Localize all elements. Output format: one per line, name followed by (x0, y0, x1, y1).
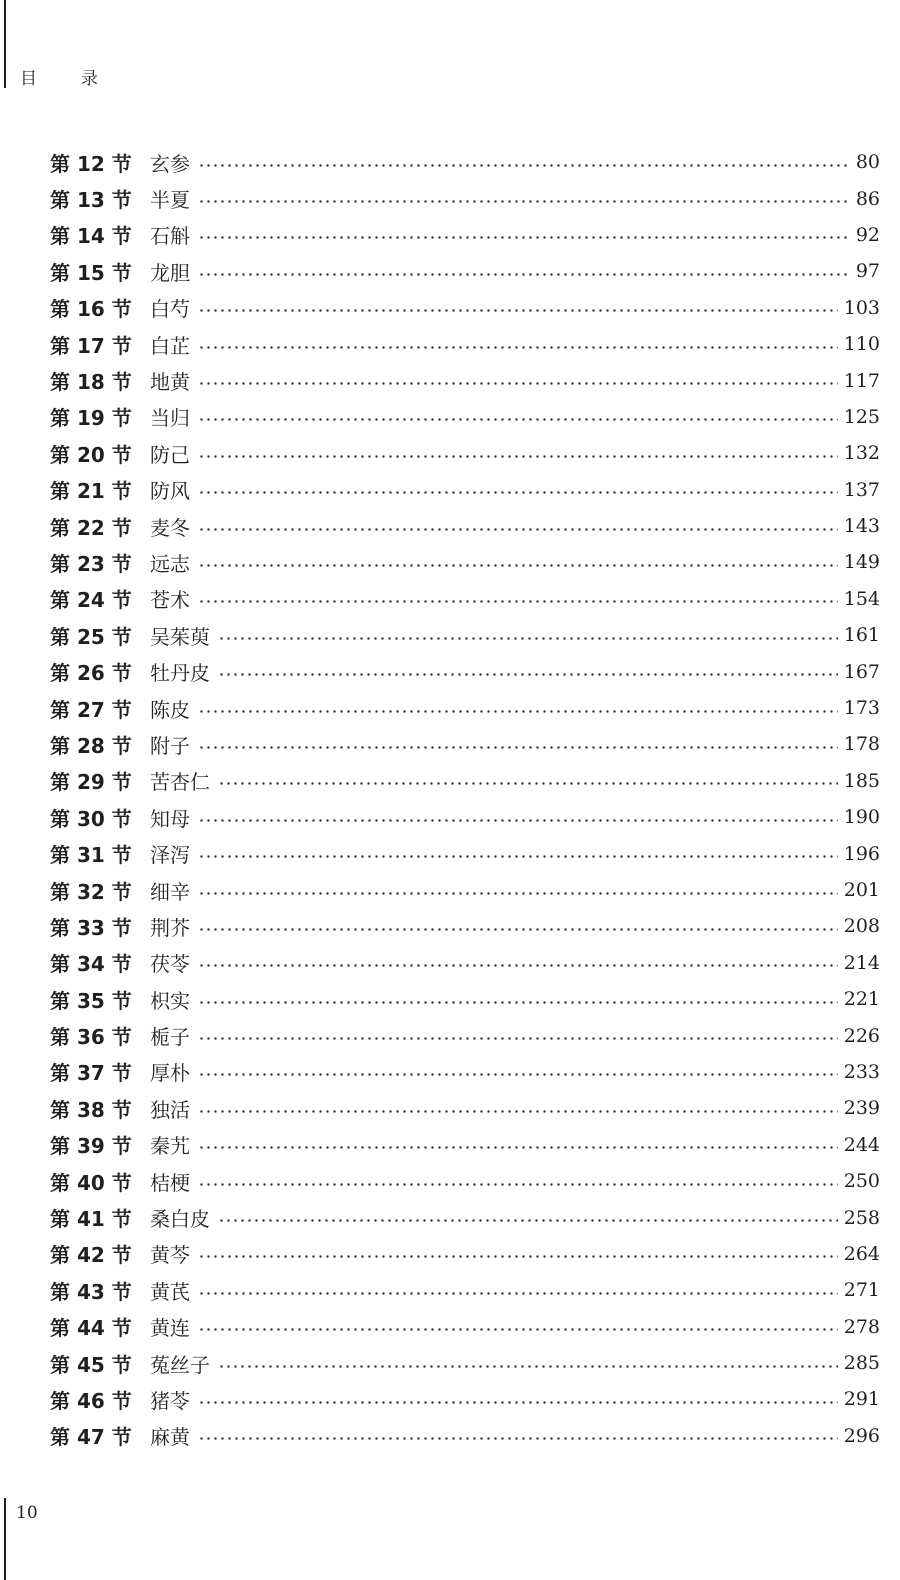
toc-page-number: 92 (855, 223, 880, 246)
toc-leader-dots (198, 164, 850, 167)
toc-section-number: 第 20 节 (50, 442, 132, 467)
toc-section-title: 吴茱萸 (150, 624, 210, 649)
toc-section-number: 第 24 节 (50, 588, 132, 613)
page-number: 10 (16, 1503, 38, 1523)
toc-section-number: 第 25 节 (50, 624, 132, 649)
toc-section-title: 苦杏仁 (150, 770, 210, 795)
toc-section-title: 独活 (150, 1097, 190, 1122)
toc-entry[interactable] (50, 1017, 880, 1053)
toc-leader-dots (198, 1110, 838, 1113)
toc-leader-dots (198, 746, 838, 749)
toc-section-title: 麻黄 (150, 1425, 190, 1450)
toc-section-title: 栀子 (150, 1025, 190, 1050)
toc-entry[interactable] (50, 180, 880, 216)
toc-entry[interactable] (50, 908, 880, 944)
running-head-left: 目 (20, 69, 37, 89)
toc-section-title: 防己 (150, 442, 190, 467)
toc-leader-dots (218, 1365, 838, 1368)
toc-section-title: 桔梗 (150, 1170, 190, 1195)
toc-leader-dots (198, 455, 838, 458)
toc-section-title: 牡丹皮 (150, 661, 210, 686)
toc-leader-dots (198, 1437, 838, 1440)
toc-section-number: 第 30 节 (50, 806, 132, 831)
toc-page-number: 173 (843, 697, 880, 720)
toc-leader-dots (198, 273, 850, 276)
toc-section-number: 第 36 节 (50, 1025, 132, 1050)
toc-section-number: 第 45 节 (50, 1352, 132, 1377)
toc-section-number: 第 33 节 (50, 915, 132, 940)
toc-section-number: 第 29 节 (50, 770, 132, 795)
toc-entry[interactable] (50, 1054, 880, 1090)
toc-page-number: 264 (843, 1242, 880, 1265)
running-head-right: 录 (81, 69, 98, 89)
toc-section-title: 防风 (150, 479, 190, 504)
toc-entry[interactable] (50, 799, 880, 835)
toc-page-number: 185 (843, 769, 880, 792)
toc-page-number: 80 (855, 151, 880, 174)
toc-leader-dots (198, 600, 838, 603)
toc-entry[interactable] (50, 217, 880, 253)
toc-leader-dots (198, 1401, 838, 1404)
toc-entry[interactable] (50, 362, 880, 398)
toc-section-title: 黄芪 (150, 1279, 190, 1304)
toc-section-number: 第 19 节 (50, 406, 132, 431)
toc-entry[interactable] (50, 1381, 880, 1417)
toc-leader-dots (198, 1255, 838, 1258)
toc-section-title: 地黄 (150, 370, 190, 395)
toc-page-number: 233 (843, 1060, 880, 1083)
toc-entry[interactable] (50, 1418, 880, 1454)
toc-leader-dots (198, 1037, 838, 1040)
toc-page-number: 132 (843, 442, 880, 465)
toc-entry[interactable] (50, 872, 880, 908)
toc-section-title: 黄连 (150, 1316, 190, 1341)
toc-section-title: 附子 (150, 733, 190, 758)
toc-section-number: 第 27 节 (50, 697, 132, 722)
toc-section-title: 厚朴 (150, 1061, 190, 1086)
toc-page-number: 117 (843, 369, 880, 392)
toc-entry[interactable] (50, 544, 880, 580)
toc-page-number: 226 (843, 1024, 880, 1047)
toc-page-number: 149 (843, 551, 880, 574)
toc-section-title: 秦艽 (150, 1134, 190, 1159)
toc-section-title: 远志 (150, 551, 190, 576)
toc-section-number: 第 46 节 (50, 1388, 132, 1413)
toc-entry[interactable] (50, 435, 880, 471)
toc-entry[interactable] (50, 1199, 880, 1235)
toc-section-title: 半夏 (150, 188, 190, 213)
toc-page-number: 86 (855, 187, 880, 210)
toc-page-number: 278 (843, 1315, 880, 1338)
toc-section-number: 第 44 节 (50, 1316, 132, 1341)
toc-section-title: 桑白皮 (150, 1207, 210, 1232)
toc-page-number: 258 (843, 1206, 880, 1229)
toc-entry[interactable] (50, 472, 880, 508)
toc-section-number: 第 39 节 (50, 1134, 132, 1159)
toc-leader-dots (198, 491, 838, 494)
toc-page-number: 110 (843, 333, 880, 356)
toc-section-title: 石斛 (150, 224, 190, 249)
toc-page-number: 291 (843, 1388, 880, 1411)
footer-rule (4, 1498, 6, 1580)
toc-page-number: 103 (843, 296, 880, 319)
toc-leader-dots (198, 309, 838, 312)
toc-page-number: 154 (843, 587, 880, 610)
toc-section-title: 龙胆 (150, 260, 190, 285)
toc-leader-dots (198, 382, 838, 385)
toc-leader-dots (198, 1183, 838, 1186)
toc-section-number: 第 14 节 (50, 224, 132, 249)
toc-section-title: 苍术 (150, 588, 190, 613)
toc-entry[interactable] (50, 835, 880, 871)
toc-page-number: 161 (843, 624, 880, 647)
toc-section-title: 陈皮 (150, 697, 190, 722)
toc-entry[interactable] (50, 1090, 880, 1126)
toc-section-number: 第 28 节 (50, 733, 132, 758)
toc-entry[interactable] (50, 945, 880, 981)
toc-entry[interactable] (50, 617, 880, 653)
toc-section-number: 第 21 节 (50, 479, 132, 504)
toc-leader-dots (218, 673, 838, 676)
toc-section-title: 泽泻 (150, 843, 190, 868)
toc-section-number: 第 35 节 (50, 988, 132, 1013)
toc-page-number: 285 (843, 1352, 880, 1375)
toc-page-number: 190 (843, 806, 880, 829)
toc-page-number: 296 (843, 1424, 880, 1447)
toc-page-number: 97 (855, 260, 880, 283)
toc-page-number: 239 (843, 1097, 880, 1120)
toc-leader-dots (198, 855, 838, 858)
toc-entry[interactable] (50, 726, 880, 762)
toc-section-title: 白芷 (150, 333, 190, 358)
toc-section-title: 猪苓 (150, 1388, 190, 1413)
toc-leader-dots (198, 528, 838, 531)
toc-section-title: 玄参 (150, 151, 190, 176)
toc-entry[interactable] (50, 144, 880, 180)
toc-leader-dots (198, 236, 850, 239)
toc-section-title: 枳实 (150, 988, 190, 1013)
toc-page-number: 143 (843, 515, 880, 538)
toc-page-number: 196 (843, 842, 880, 865)
table-of-contents (50, 144, 880, 1454)
toc-leader-dots (198, 928, 838, 931)
toc-entry[interactable] (50, 1163, 880, 1199)
toc-section-title: 菟丝子 (150, 1352, 210, 1377)
toc-page-number: 250 (843, 1170, 880, 1193)
toc-page-number: 221 (843, 988, 880, 1011)
toc-section-number: 第 18 节 (50, 370, 132, 395)
toc-leader-dots (218, 637, 838, 640)
toc-section-title: 白芍 (150, 297, 190, 322)
toc-entry[interactable] (50, 581, 880, 617)
toc-leader-dots (198, 964, 838, 967)
toc-leader-dots (198, 346, 838, 349)
toc-section-number: 第 40 节 (50, 1170, 132, 1195)
toc-leader-dots (198, 1292, 838, 1295)
toc-entry[interactable] (50, 1309, 880, 1345)
toc-section-number: 第 23 节 (50, 551, 132, 576)
toc-section-number: 第 34 节 (50, 952, 132, 977)
toc-entry[interactable] (50, 1127, 880, 1163)
toc-section-number: 第 17 节 (50, 333, 132, 358)
toc-page-number: 271 (843, 1279, 880, 1302)
toc-entry[interactable] (50, 399, 880, 435)
toc-section-number: 第 38 节 (50, 1097, 132, 1122)
toc-page-number: 244 (843, 1133, 880, 1156)
toc-section-number: 第 47 节 (50, 1425, 132, 1450)
toc-leader-dots (198, 1001, 838, 1004)
header-rule (4, 0, 6, 88)
toc-page-number: 178 (843, 733, 880, 756)
running-head (20, 64, 98, 89)
toc-entry[interactable] (50, 690, 880, 726)
toc-entry[interactable] (50, 1345, 880, 1381)
toc-section-title: 黄芩 (150, 1243, 190, 1268)
toc-section-number: 第 42 节 (50, 1243, 132, 1268)
toc-section-number: 第 13 节 (50, 188, 132, 213)
toc-page-number: 201 (843, 879, 880, 901)
toc-entry[interactable] (50, 981, 880, 1017)
toc-entry[interactable] (50, 508, 880, 544)
toc-leader-dots (198, 819, 838, 822)
toc-page-number: 137 (843, 478, 880, 501)
toc-leader-dots (198, 1146, 838, 1149)
toc-leader-dots (218, 1219, 838, 1222)
toc-leader-dots (198, 418, 838, 421)
toc-section-title: 麦冬 (150, 515, 190, 540)
toc-leader-dots (198, 892, 838, 895)
toc-section-number: 第 16 节 (50, 297, 132, 322)
toc-entry[interactable] (50, 653, 880, 689)
toc-entry[interactable] (50, 290, 880, 326)
toc-leader-dots (198, 1328, 838, 1331)
toc-section-title: 当归 (150, 406, 190, 431)
toc-page-number: 167 (843, 660, 880, 683)
toc-leader-dots (198, 564, 838, 567)
toc-section-number: 第 26 节 (50, 661, 132, 686)
toc-section-title: 茯苓 (150, 952, 190, 977)
toc-leader-dots (218, 782, 838, 785)
toc-leader-dots (198, 710, 838, 713)
toc-section-number: 第 37 节 (50, 1061, 132, 1086)
toc-entry[interactable] (50, 1272, 880, 1308)
toc-page-number: 214 (843, 951, 880, 974)
toc-section-title: 荆芥 (150, 915, 190, 940)
toc-page-number: 125 (843, 405, 880, 428)
toc-section-number: 第 32 节 (50, 879, 132, 904)
toc-section-number: 第 22 节 (50, 515, 132, 540)
toc-entry[interactable] (50, 326, 880, 362)
toc-section-title: 细辛 (150, 879, 190, 904)
toc-section-number: 第 12 节 (50, 151, 132, 176)
toc-section-number: 第 41 节 (50, 1207, 132, 1232)
toc-leader-dots (198, 1073, 838, 1076)
toc-entry[interactable] (50, 763, 880, 799)
toc-entry[interactable] (50, 1236, 880, 1272)
toc-section-title: 知母 (150, 806, 190, 831)
toc-section-number: 第 15 节 (50, 260, 132, 285)
toc-leader-dots (198, 200, 850, 203)
toc-section-number: 第 31 节 (50, 843, 132, 868)
toc-page-number: 208 (843, 915, 880, 938)
toc-section-number: 第 43 节 (50, 1279, 132, 1304)
toc-entry[interactable] (50, 253, 880, 289)
